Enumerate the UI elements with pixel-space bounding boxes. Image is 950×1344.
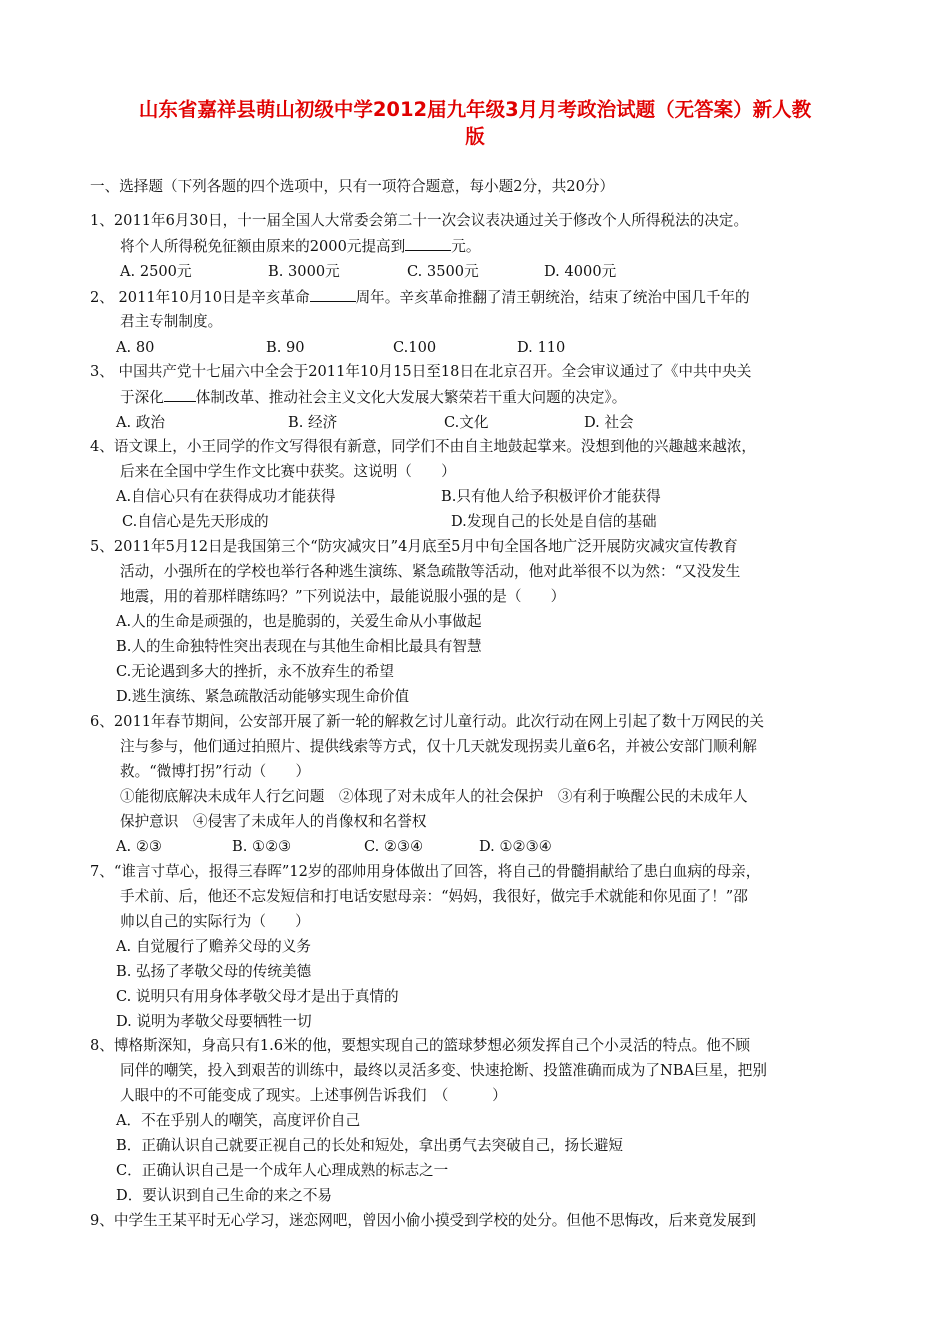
q1-option-c: C. 3500元 <box>407 263 479 280</box>
q3-option-b: B. 经济 <box>288 414 338 431</box>
q4-line-1: 4、语文课上，小王同学的作文写得很有新意，同学们不由自主地鼓起掌来。没想到他的兴趣越来越浓， <box>90 438 757 455</box>
q7-option-c: C. 说明只有用身体孝敬父母才是出于真情的 <box>116 988 399 1005</box>
q7-line-2: 手术前、后，他还不忘发短信和打电话安慰母亲：“妈妈，我很好，做完手术就能和你见面了！”邵 <box>120 888 748 905</box>
q6-line-4: ①能彻底解决未成年人行乞问题 ②体现了对未成年人的社会保护 ③有利于唤醒公民的未成年人 <box>120 788 748 805</box>
q4-line-2: 后来在全国中学生作文比赛中获奖。这说明（ ） <box>120 463 456 480</box>
q6-line-3: 救。“微博打拐”行动（ ） <box>120 763 311 780</box>
q7-line-3: 帅以自己的实际行为（ ） <box>120 913 310 930</box>
section-heading: 一、选择题（下列各题的四个选项中，只有一项符合题意，每小题2分，共20分） <box>90 178 615 195</box>
q5-option-c: C.无论遇到多大的挫折，永不放弃生的希望 <box>116 663 394 680</box>
q8-option-c: C．正确认识自己是一个成年人心理成熟的标志之一 <box>116 1162 449 1179</box>
q3-option-d: D. 社会 <box>584 414 634 431</box>
answer-blank <box>405 236 451 251</box>
q1-option-d: D. 4000元 <box>544 263 617 280</box>
q2-option-d: D. 110 <box>517 339 566 356</box>
answer-blank <box>164 387 196 402</box>
q2-line-2: 君主专制制度。 <box>120 313 223 330</box>
q5-option-d: D.逃生演练、紧急疏散活动能够实现生命价值 <box>116 688 410 705</box>
q1-option-a: A. 2500元 <box>120 263 192 280</box>
q3-line-1: 3、 中国共产党十七届六中全会于2011年10月15日至18日在北京召开。全会审议通过了《中共中央关 <box>90 363 752 380</box>
q3-option-c: C.文化 <box>444 414 489 431</box>
q6-option-d: D. ①②③④ <box>479 838 552 855</box>
q1-option-b: B. 3000元 <box>268 263 340 280</box>
q5-option-b: B.人的生命独特性突出表现在与其他生命相比最具有智慧 <box>116 638 482 655</box>
q2-option-a: A. 80 <box>116 339 155 356</box>
q8-option-b: B．正确认识自己就要正视自己的长处和短处，拿出勇气去突破自己，扬长避短 <box>116 1137 623 1154</box>
q8-line-2: 同伴的嘲笑，投入到艰苦的训练中，最终以灵活多变、快速抢断、投篮准确而成为了NBA巨星，把别 <box>120 1062 767 1079</box>
q6-option-a: A. ②③ <box>116 838 162 855</box>
q7-option-b: B. 弘扬了孝敬父母的传统美德 <box>116 963 312 980</box>
q5-option-a: A.人的生命是顽强的，也是脆弱的，关爱生命从小事做起 <box>116 613 482 630</box>
q8-line-1: 8、博格斯深知，身高只有1.6米的他，要想实现自己的篮球梦想必须发挥自己个小灵活的特点。他不顾 <box>90 1037 751 1054</box>
q5-line-3: 地震，用的着那样瞎练吗？”下列说法中，最能说服小强的是（ ） <box>120 588 566 605</box>
q4-option-a: A.自信心只有在获得成功才能获得 <box>116 488 336 505</box>
q6-line-1: 6、2011年春节期间，公安部开展了新一轮的解救乞讨儿童行动。此次行动在网上引起了数十万网民的关 <box>90 713 764 730</box>
q6-option-c: C. ②③④ <box>364 838 424 855</box>
answer-blank <box>310 287 356 302</box>
q4-option-d: D.发现自己的长处是自信的基础 <box>451 513 657 530</box>
q3-line-2: 于深化 体制改革、推动社会主义文化大发展大繁荣若干重大问题的决定》。 <box>120 389 627 406</box>
q2-line-1: 2、 2011年10月10日是辛亥革命 周年。辛亥革命推翻了清王朝统治，结束了统治中国几千年的 <box>90 289 750 306</box>
page-title <box>80 96 870 150</box>
q7-line-1: 7、“谁言寸草心，报得三春晖”12岁的邵帅用身体做出了回答，将自己的骨髓捐献给了患白血病的母亲， <box>90 863 761 880</box>
title-line-1: 山东省嘉祥县萌山初级中学2012届九年级3月月考政治试题（无答案）新人教 <box>138 98 812 121</box>
q2-option-b: B. 90 <box>266 339 305 356</box>
q1-line-1: 1、2011年6月30日，十一届全国人大常委会第二十一次会议表决通过关于修改个人所得税法的决定。 <box>90 212 749 229</box>
q4-option-b: B.只有他人给予积极评价才能获得 <box>441 488 661 505</box>
q5-line-1: 5、2011年5月12日是我国第三个“防灾减灾日”4月底至5月中旬全国各地广泛开展防灾减灾宣传教育 <box>90 538 738 555</box>
q5-line-2: 活动，小强所在的学校也举行各种逃生演练、紧急疏散等活动，他对此举很不以为然：“又没发生 <box>120 563 741 580</box>
q2-option-c: C.100 <box>393 339 437 356</box>
q4-option-c: C.自信心是先天形成的 <box>122 513 269 530</box>
title-line-2: 版 <box>465 125 485 148</box>
q8-option-d: D．要认识到自己生命的来之不易 <box>116 1187 333 1204</box>
q8-line-3: 人眼中的不可能变成了现实。上述事例告诉我们 （ ） <box>120 1087 507 1104</box>
q7-option-d: D. 说明为孝敬父母要牺牲一切 <box>116 1013 312 1030</box>
q6-line-5: 保护意识 ④侵害了未成年人的肖像权和名誉权 <box>120 813 427 830</box>
q8-option-a: A．不在乎别人的嘲笑，高度评价自己 <box>116 1112 361 1129</box>
q6-option-b: B. ①②③ <box>232 838 292 855</box>
q9-line-1: 9、中学生王某平时无心学习，迷恋网吧，曾因小偷小摸受到学校的处分。但他不思悔改，后来竟发展到 <box>90 1212 757 1229</box>
q6-line-2: 注与参与，他们通过拍照片、提供线索等方式，仅十几天就发现拐卖儿童6名，并被公安部门顺利解 <box>120 738 757 755</box>
q3-option-a: A. 政治 <box>116 414 166 431</box>
q1-line-2: 将个人所得税免征额由原来的2000元提高到 元。 <box>120 238 481 255</box>
q7-option-a: A. 自觉履行了赡养父母的义务 <box>116 938 311 955</box>
